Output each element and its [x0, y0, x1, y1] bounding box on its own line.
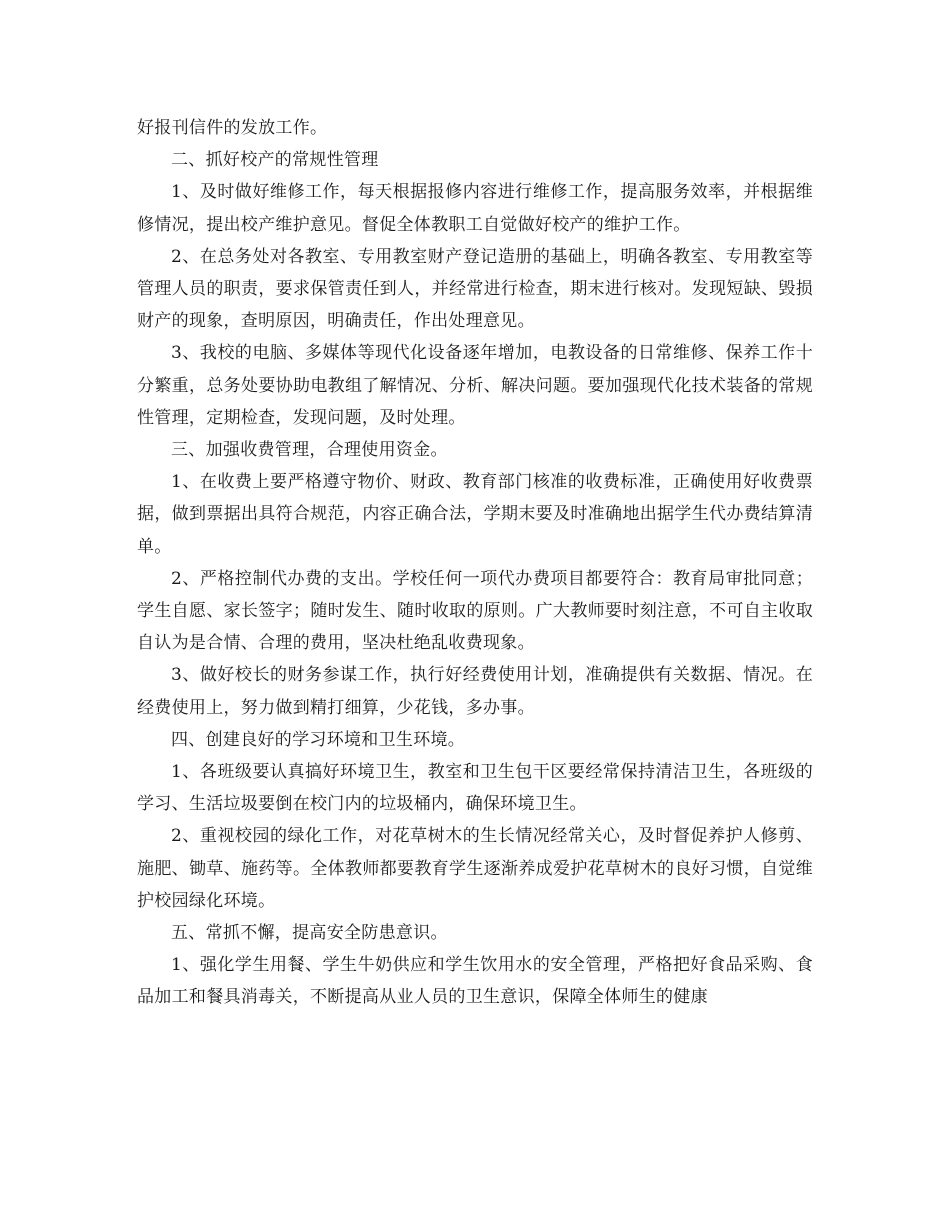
section-heading-2: 二、抓好校产的常规性管理: [171, 150, 379, 171]
section-heading-5: 五、常抓不懈，提高安全防患意识。: [171, 923, 448, 944]
paragraph-5-1: 1、强化学生用餐、学生牛奶供应和学生饮用水的安全管理，严格把好食品采购、食品加工和餐具消毒关，不断提高从业人员的卫生意识，保障全体师生的健康: [137, 955, 813, 1008]
paragraph-continuation: 好报刊信件的发放工作。: [137, 118, 328, 138]
paragraph-3-2: 2、严格控制代办费的支出。学校任何一项代办费项目都要符合：教育局审批同意；学生自愿、家长签字；随时发生、随时收取的原则。广大教师要时刻注意，不可自主收取自认为是合情、合理的费用，坚决杜绝乱收费现象。: [137, 568, 813, 654]
paragraph-2-1: 1、及时做好维修工作，每天根据报修内容进行维修工作，提高服务效率，并根据维修情况，提出校产维护意见。督促全体教职工自觉做好校产的维护工作。: [137, 182, 813, 235]
section-heading-4: 四、创建良好的学习环境和卫生环境。: [171, 729, 466, 750]
section-heading-3: 三、加强收费管理，合理使用资金。: [171, 440, 448, 461]
paragraph-3-1: 1、在收费上要严格遵守物价、财政、教育部门核准的收费标准，正确使用好收费票据，做到票据出具符合规范，内容正确合法，学期末要及时准确地出据学生代办费结算清单。: [137, 472, 813, 557]
paragraph-3-3: 3、做好校长的财务参谋工作，执行好经费使用计划，准确提供有关数据、情况。在经费使用上，努力做到精打细算，少花钱，多办事。: [137, 665, 813, 718]
paragraph-2-3: 3、我校的电脑、多媒体等现代化设备逐年增加，电教设备的日常维修、保养工作十分繁重，总务处要协助电教组了解情况、分析、解决问题。要加强现代化技术装备的常规性管理，定期检查，发现问题，及时处理。: [137, 343, 813, 428]
paragraph-4-1: 1、各班级要认真搞好环境卫生，教室和卫生包干区要经常保持清洁卫生，各班级的学习、生活垃圾要倒在校门内的垃圾桶内，确保环境卫生。: [137, 762, 813, 815]
paragraph-4-2: 2、重视校园的绿化工作，对花草树木的生长情况经常关心，及时督促养护人修剪、施肥、锄草、施药等。全体教师都要教育学生逐渐养成爱护花草树木的良好习惯，自觉维护校园绿化环境。: [137, 826, 813, 911]
document-page: [137, 112, 813, 1014]
paragraph-2-2: 2、在总务处对各教室、专用教室财产登记造册的基础上，明确各教室、专用教室等管理人员的职责，要求保管责任到人，并经常进行检查，期末进行核对。发现短缺、毁损财产的现象，查明原因，明确责任，作出处理意见。: [137, 246, 813, 332]
